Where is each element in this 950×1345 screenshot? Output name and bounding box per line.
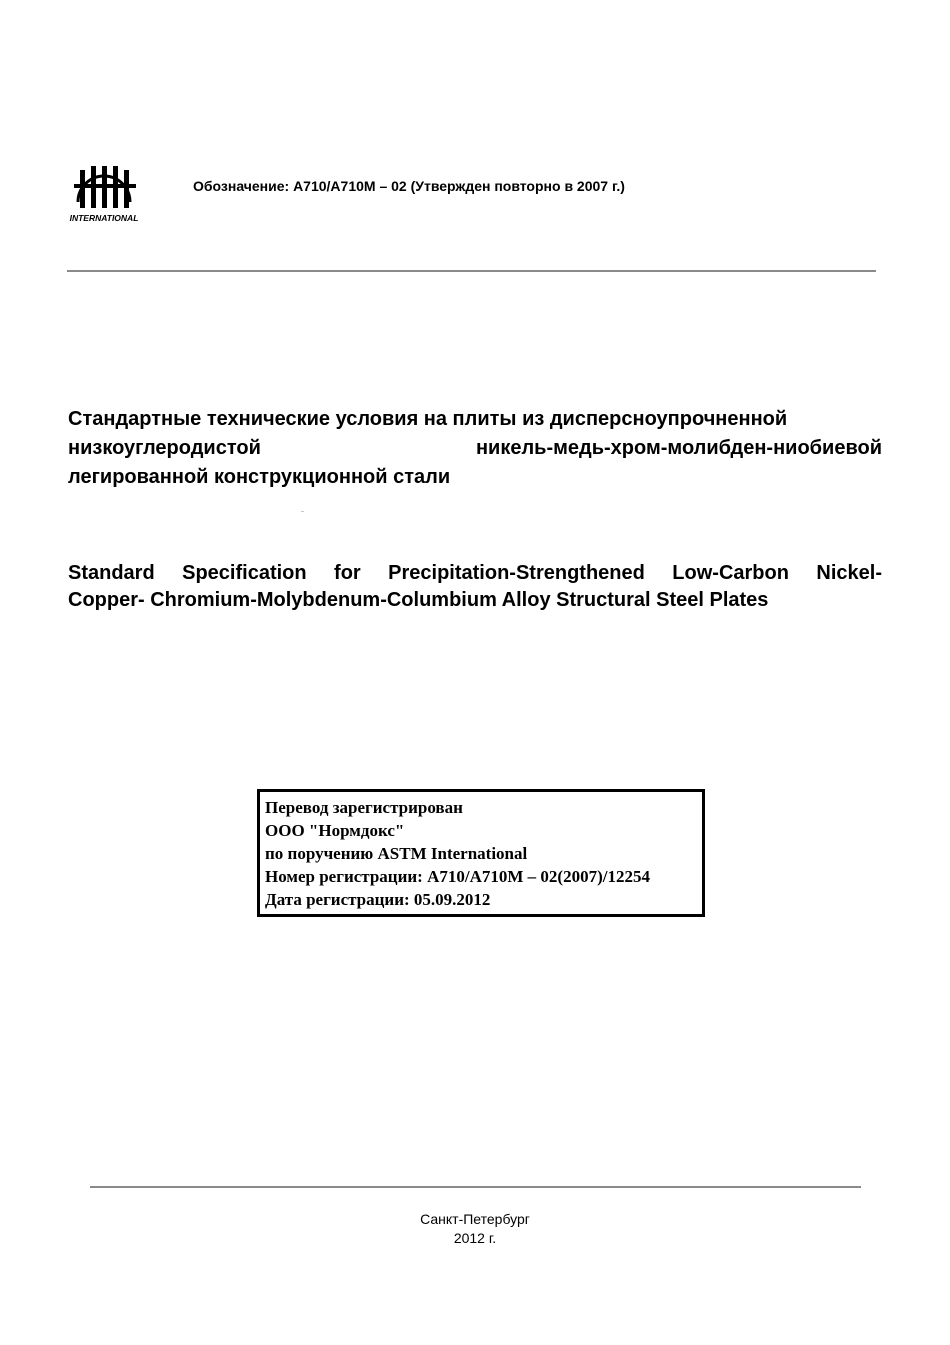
title-en-word: Low-Carbon bbox=[672, 562, 789, 584]
title-ru-line-2-right: никель-медь-хром-молибден-ниобиевой bbox=[475, 437, 882, 459]
document-designation: Обозначение: A710/A710M – 02 (Утвержден повторно в 2007 г.) bbox=[193, 178, 625, 194]
title-english bbox=[68, 560, 882, 614]
title-en-line-2: Copper- Chromium-Molybdenum-Columbium Alloy Structural Steel Plates bbox=[68, 589, 769, 611]
registration-number: Номер регистрации: A710/A710M – 02(2007)/12254 bbox=[265, 867, 650, 886]
logo-text-international: INTERNATIONAL bbox=[69, 213, 139, 223]
footer bbox=[0, 1210, 950, 1248]
stray-mark bbox=[301, 511, 304, 512]
title-ru-line-2-left: низкоуглеродистой bbox=[68, 437, 261, 459]
bottom-divider bbox=[90, 1186, 861, 1188]
top-divider bbox=[67, 270, 876, 272]
title-ru-line-3: легированной конструкционной стали bbox=[68, 466, 451, 488]
title-en-line-1 bbox=[68, 560, 882, 587]
registration-box bbox=[257, 789, 705, 917]
astm-logo bbox=[66, 162, 142, 226]
title-en-word: Specification bbox=[182, 562, 307, 584]
title-en-word: Standard bbox=[68, 562, 155, 584]
title-en-word: for bbox=[334, 562, 361, 584]
registration-line: Перевод зарегистрирован bbox=[265, 798, 463, 817]
title-en-word: Nickel- bbox=[816, 562, 882, 584]
registration-line: по поручению ASTM International bbox=[265, 844, 528, 863]
registration-line: ООО "Нормдокс" bbox=[265, 821, 405, 840]
title-ru-line-1: Стандартные технические условия на плиты из дисперсноупрочненной bbox=[68, 408, 788, 430]
title-en-word: Precipitation-Strengthened bbox=[388, 562, 645, 584]
footer-city: Санкт-Петербург bbox=[420, 1211, 530, 1227]
registration-date: Дата регистрации: 05.09.2012 bbox=[265, 890, 491, 909]
footer-year: 2012 г. bbox=[453, 1230, 497, 1246]
title-russian bbox=[68, 405, 882, 492]
title-ru-line-2 bbox=[68, 434, 882, 463]
